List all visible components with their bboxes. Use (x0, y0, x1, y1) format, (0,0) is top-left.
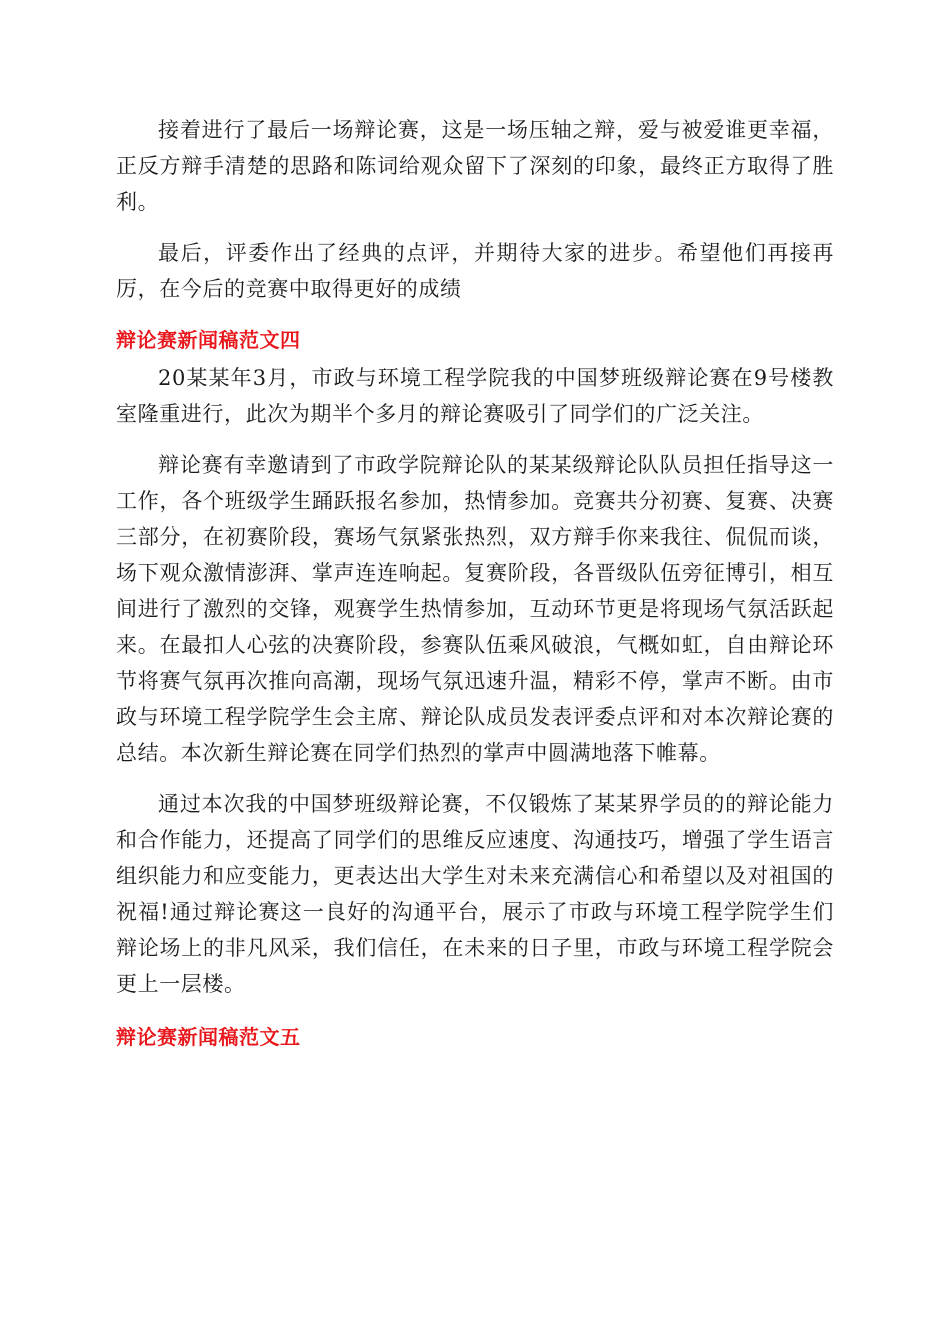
section-heading-4: 辩论赛新闻稿范文四 (116, 328, 301, 352)
paragraph-competition-stages: 辩论赛有幸邀请到了市政学院辩论队的某某级辩论队队员担任指导这一工作，各个班级学生踊跃报名参加，热情参加。竞赛共分初赛、复赛、决赛三部分，在初赛阶段，赛场气氛紧张热烈，双方辩手你来我往、侃侃而谈，场下观众激情澎湃、掌声连连响起。复赛阶段，各晋级队伍旁征博引，相互间进行了激烈的交锋，观赛学生热情参加，互动环节更是将现场气氛活跃起来。在最扣人心弦的决赛阶段，参赛队伍乘风破浪，气概如虹，自由辩论环节将赛气氛再次推向高潮，现场气氛迅速升温，精彩不停，掌声不断。由市政与环境工程学院学生会主席、辩论队成员发表评委点评和对本次辩论赛的总结。本次新生辩论赛在同学们热烈的掌声中圆满地落下帷幕。 (116, 453, 834, 765)
section-heading-5: 辩论赛新闻稿范文五 (116, 1025, 301, 1049)
paragraph-conclusion: 通过本次我的中国梦班级辩论赛，不仅锻炼了某某界学员的的辩论能力和合作能力，还提高了同学们的思维反应速度、沟通技巧，增强了学生语言组织能力和应变能力，更表达出大学生对未来充满信心和希望以及对祖国的祝福!通过辩论赛这一良好的沟通平台，展示了市政与环境工程学院学生们辩论场上的非凡风采，我们信任，在未来的日子里，市政与环境工程学院会更上一层楼。 (116, 792, 834, 996)
document-body (116, 112, 834, 1055)
paragraph-judges-comments: 最后，评委作出了经典的点评，并期待大家的进步。希望他们再接再厉，在今后的竞赛中取得更好的成绩 (116, 241, 834, 301)
paragraph-intro: 20某某年3月，市政与环境工程学院我的中国梦班级辩论赛在9号楼教室隆重进行，此次为期半个多月的辩论赛吸引了同学们的广泛关注。 (116, 366, 834, 426)
paragraph-final-debate: 接着进行了最后一场辩论赛，这是一场压轴之辩，爱与被爱谁更幸福，正反方辩手清楚的思路和陈词给观众留下了深刻的印象，最终正方取得了胜利。 (116, 118, 834, 214)
